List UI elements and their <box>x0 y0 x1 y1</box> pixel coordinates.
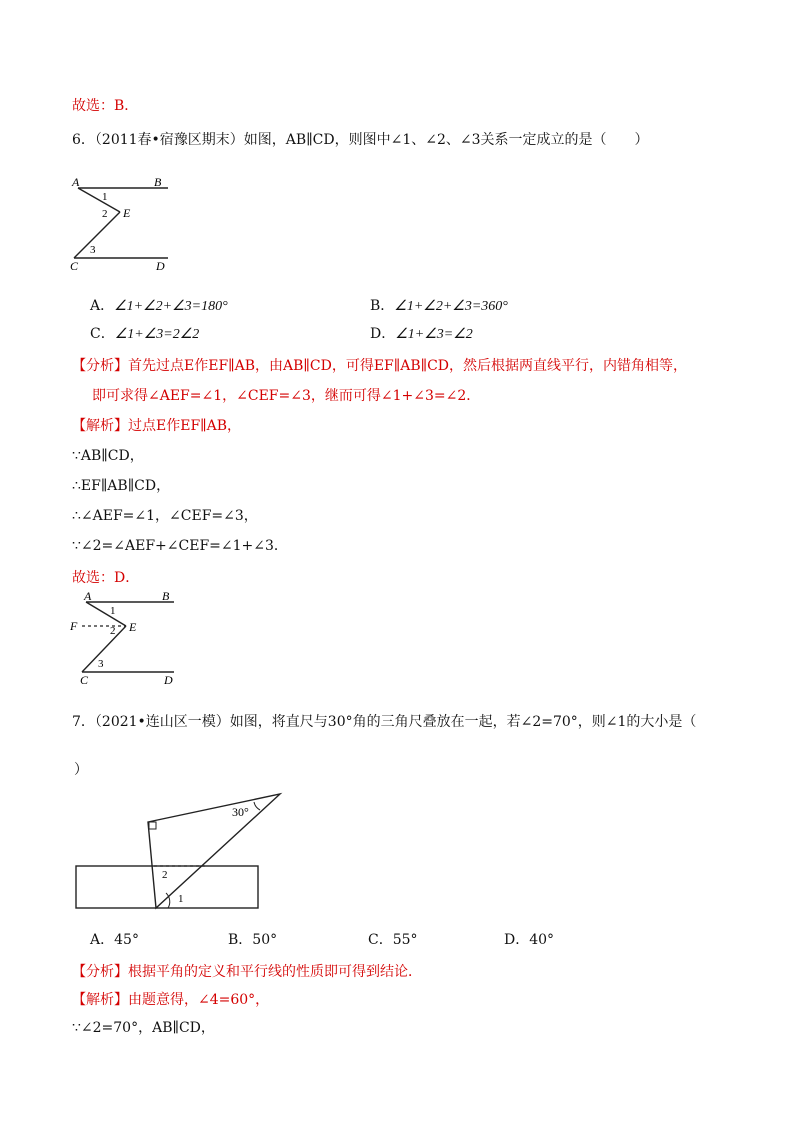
q6-option-b[interactable]: B．∠1+∠2+∠3=360° <box>370 298 508 314</box>
q6-solution-line-2: ∵AB∥CD， <box>72 448 144 464</box>
q7-option-b[interactable]: B．50° <box>228 932 278 948</box>
q7-option-c[interactable]: C．55° <box>368 932 418 948</box>
q6-stem: 6．（2011春•宿豫区期末）如图，AB∥CD，则图中∠1、∠2、∠3关系一定成立的是（ ） <box>72 132 649 148</box>
fig2-label-a: A <box>84 589 92 603</box>
fig2-label-e: E <box>129 620 137 634</box>
q6-solution-line-1: 【解析】过点E作EF∥AB， <box>72 418 242 434</box>
q7-analysis: 【分析】根据平角的定义和平行线的性质即可得到结论． <box>72 964 422 980</box>
q7-angle-2-label: 2 <box>162 869 168 881</box>
fig1-label-e: E <box>123 206 131 220</box>
q7-figure <box>70 786 290 916</box>
q6-option-d[interactable]: D．∠1+∠3=∠2 <box>370 326 473 342</box>
q6-analysis-line-2: 即可求得∠AEF=∠1，∠CEF=∠3，继而可得∠1+∠3=∠2． <box>92 388 481 404</box>
q6-option-c[interactable]: C．∠1+∠3=2∠2 <box>90 326 200 342</box>
q6-solution-line-4: ∴∠AEF=∠1，∠CEF=∠3， <box>72 508 258 524</box>
q7-solution-line-1: 【解析】由题意得，∠4=60°， <box>72 992 270 1008</box>
q7-solution-line-2: ∵∠2=70°，AB∥CD， <box>72 1020 215 1036</box>
q6-solution-line-3: ∴EF∥AB∥CD， <box>72 478 171 494</box>
q7-stem: 7．（2021•连山区一模）如图，将直尺与30°角的三角尺叠放在一起，若∠2=70°，则∠1的大小是（ <box>72 714 697 730</box>
q7-stem-continued: ） <box>74 762 88 778</box>
fig2-angle-1: 1 <box>110 605 116 617</box>
fig1-angle-3: 3 <box>90 244 96 256</box>
fig1-label-c: C <box>70 259 79 272</box>
fig2-angle-3: 3 <box>98 658 104 670</box>
q6-option-a[interactable]: A．∠1+∠2+∠3=180° <box>90 298 228 314</box>
prev-answer: 故选：B． <box>72 98 139 114</box>
fig2-angle-2: 2 <box>110 625 116 637</box>
q7-option-d[interactable]: D．40° <box>504 932 555 948</box>
q6-figure-2 <box>68 586 188 686</box>
q6-answer: 故选：D． <box>72 570 140 586</box>
fig1-label-b: B <box>154 175 162 189</box>
fig1-label-d: D <box>156 259 165 272</box>
fig2-label-d: D <box>164 673 173 686</box>
q7-angle-30-label: 30° <box>232 805 249 819</box>
q6-analysis-line-1: 【分析】首先过点E作EF∥AB，由AB∥CD，可得EF∥AB∥CD，然后根据两直线平行，内错角相等， <box>72 358 688 374</box>
fig1-label-a: A <box>72 175 80 189</box>
fig1-angle-1: 1 <box>102 191 108 203</box>
fig1-angle-2: 2 <box>102 208 108 220</box>
q7-angle-1-label: 1 <box>178 893 184 905</box>
fig2-label-c: C <box>80 673 89 686</box>
q6-solution-line-5: ∵∠2=∠AEF+∠CEF=∠1+∠3． <box>72 538 288 554</box>
fig2-label-f: F <box>70 619 78 633</box>
fig2-label-b: B <box>162 589 170 603</box>
q7-option-a[interactable]: A．45° <box>90 932 139 948</box>
q6-figure-1 <box>68 172 178 272</box>
